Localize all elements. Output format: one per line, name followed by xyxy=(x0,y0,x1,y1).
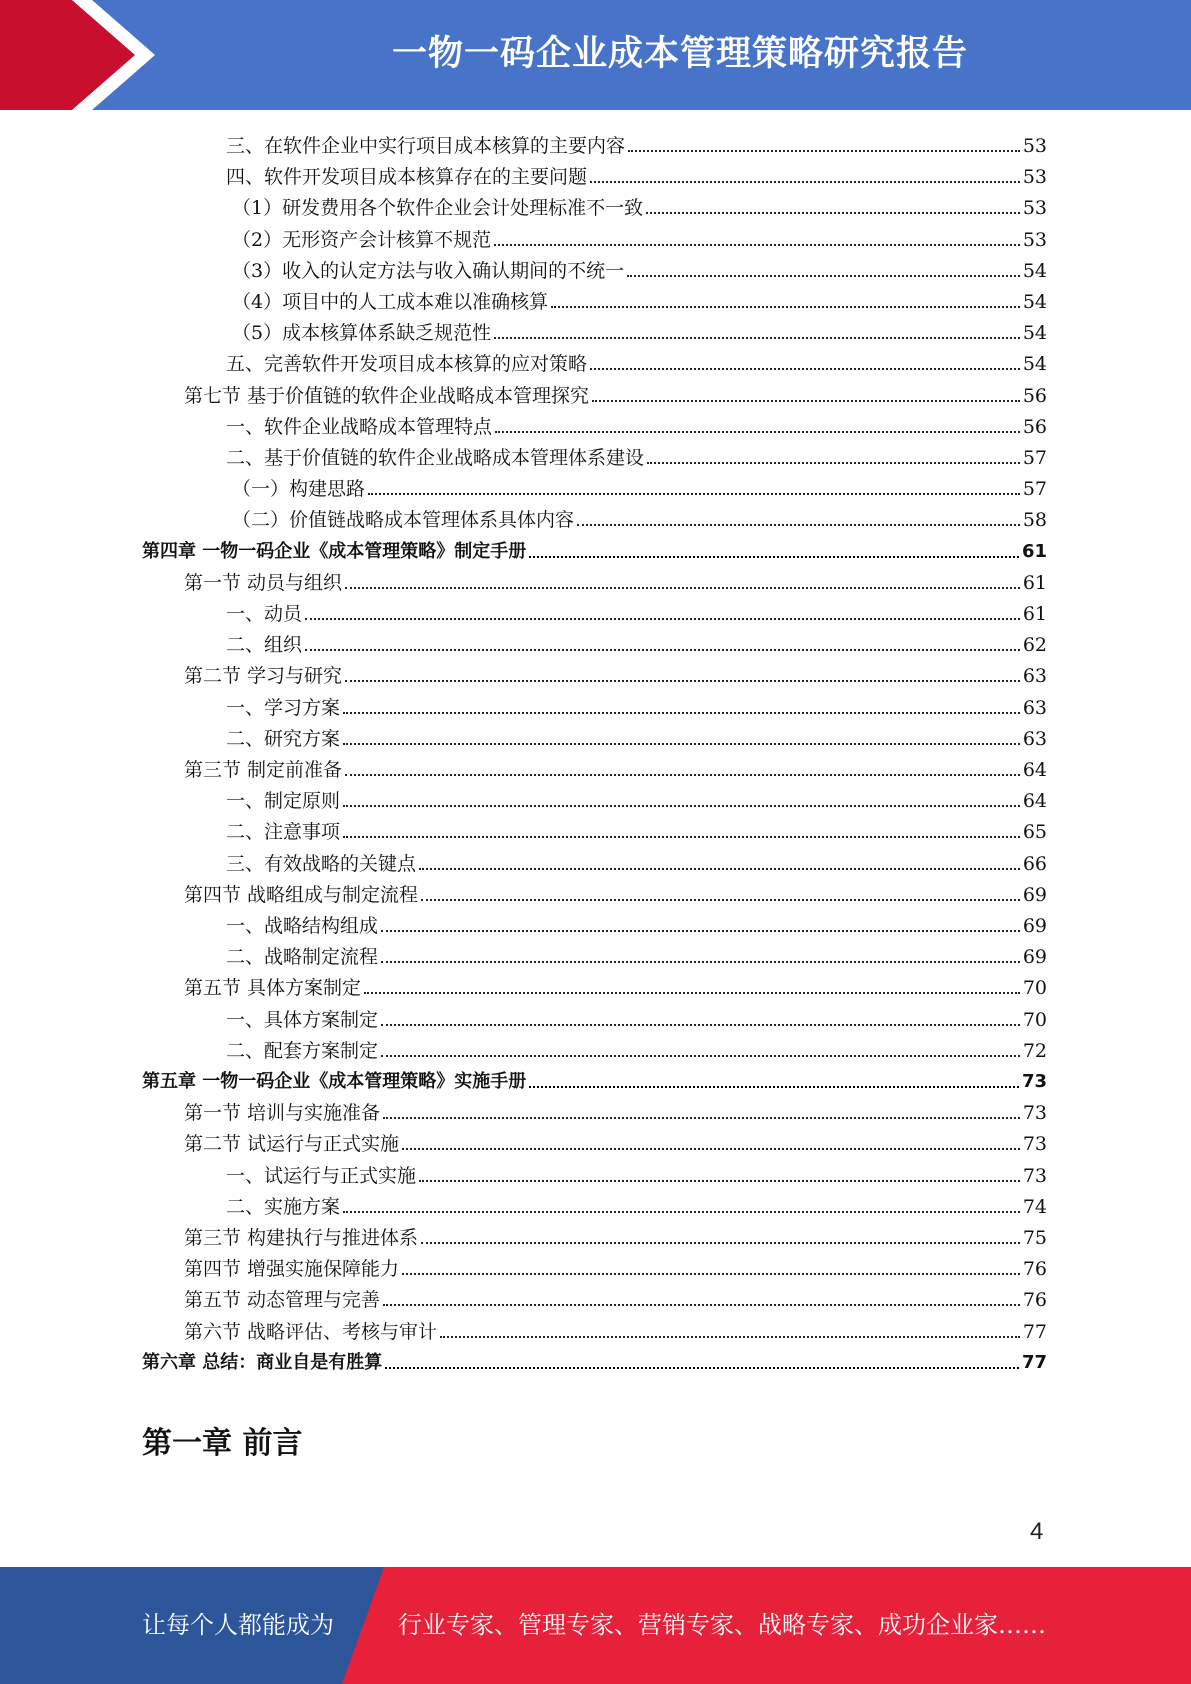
toc-entry-page: 54 xyxy=(1022,259,1047,282)
toc-entry-page: 53 xyxy=(1022,135,1047,157)
toc-chapter-entry[interactable] xyxy=(142,1063,1047,1094)
toc-entry-title: 第四节 战略组成与制定流程 xyxy=(184,883,419,906)
toc-entry-page: 73 xyxy=(1022,1164,1047,1187)
toc-entry-title: 二、战略制定流程 xyxy=(226,946,379,969)
toc-entry-title: 四、软件开发项目成本核算存在的主要问题 xyxy=(226,166,588,189)
toc-dot-leader xyxy=(343,712,1020,714)
toc-entry-title: （2）无形资产会计核算不规范 xyxy=(232,228,492,251)
toc-section-entry[interactable] xyxy=(184,1313,1047,1344)
toc-entry-page: 66 xyxy=(1022,852,1047,875)
toc-section-entry[interactable] xyxy=(184,876,1047,907)
toc-section-entry[interactable] xyxy=(184,564,1047,595)
toc-subsection-entry[interactable] xyxy=(232,501,1047,532)
toc-entry-page: 77 xyxy=(1021,1351,1047,1373)
toc-section-entry[interactable] xyxy=(184,1125,1047,1156)
toc-dot-leader xyxy=(345,587,1020,589)
toc-entry-page: 54 xyxy=(1022,353,1047,376)
footer-slogan-left: 让每个人都能成为 xyxy=(142,1611,334,1639)
toc-dot-leader xyxy=(592,400,1020,402)
toc-entry-title: 第三节 制定前准备 xyxy=(184,759,343,781)
toc-entry-title: （1）研发费用各个软件企业会计处理标准不一致 xyxy=(232,197,644,220)
toc-entry-title: 一、战略结构组成 xyxy=(226,915,379,937)
toc-section-entry[interactable] xyxy=(184,751,1047,782)
toc-dot-leader xyxy=(494,337,1020,339)
toc-dot-leader xyxy=(343,743,1020,745)
toc-entry-title: 第一节 培训与实施准备 xyxy=(184,1102,381,1125)
toc-dot-leader xyxy=(381,961,1020,963)
toc-subsection-entry[interactable] xyxy=(226,813,1047,844)
toc-section-entry[interactable] xyxy=(184,1219,1047,1250)
toc-entry-page: 74 xyxy=(1022,1195,1047,1218)
toc-dot-leader xyxy=(345,680,1020,682)
toc-entry-page: 63 xyxy=(1022,727,1047,750)
toc-chapter-entry[interactable] xyxy=(142,533,1047,564)
toc-entry-page: 76 xyxy=(1022,1258,1047,1281)
toc-subsection-entry[interactable] xyxy=(226,907,1047,938)
toc-entry-page: 70 xyxy=(1022,977,1047,1000)
page-number: 4 xyxy=(1030,1518,1044,1545)
toc-section-entry[interactable] xyxy=(184,1250,1047,1281)
toc-subsection-entry[interactable] xyxy=(226,1188,1047,1219)
toc-subsection-entry[interactable] xyxy=(226,782,1047,813)
toc-dot-leader xyxy=(551,306,1020,308)
toc-entry-page: 58 xyxy=(1022,509,1047,532)
chapter-heading: 第一章 前言 xyxy=(142,1426,303,1461)
toc-entry-page: 53 xyxy=(1022,166,1047,189)
toc-entry-page: 64 xyxy=(1022,759,1047,781)
toc-entry-page: 69 xyxy=(1022,915,1047,937)
toc-section-entry[interactable] xyxy=(184,1281,1047,1312)
toc-entry-title: 第二节 学习与研究 xyxy=(184,665,343,688)
toc-entry-title: 一、动员 xyxy=(226,603,303,625)
toc-subsection-entry[interactable] xyxy=(232,283,1047,314)
toc-dot-leader xyxy=(364,992,1020,994)
toc-entry-page: 61 xyxy=(1022,571,1047,594)
toc-dot-leader xyxy=(529,1086,1019,1088)
toc-dot-leader xyxy=(529,556,1019,558)
toc-entry-title: 第七节 基于价值链的软件企业战略成本管理探究 xyxy=(184,384,590,407)
toc-dot-leader xyxy=(577,524,1020,526)
toc-entry-page: 75 xyxy=(1022,1227,1047,1249)
toc-entry-title: 第六章 总结：商业自是有胜算 xyxy=(142,1351,383,1373)
toc-entry-title: 三、在软件企业中实行项目成本核算的主要内容 xyxy=(226,135,626,157)
toc-entry-title: 第五章 一物一码企业《成本管理策略》实施手册 xyxy=(142,1071,527,1092)
toc-subsection-entry[interactable] xyxy=(232,252,1047,283)
toc-dot-leader xyxy=(368,493,1020,495)
document-title: 一物一码企业成本管理策略研究报告 xyxy=(391,34,968,74)
toc-subsection-entry[interactable] xyxy=(226,689,1047,720)
toc-entry-title: 二、组织 xyxy=(226,634,303,657)
toc-entry-page: 73 xyxy=(1021,1071,1047,1092)
toc-dot-leader xyxy=(345,774,1020,776)
toc-entry-title: （一）构建思路 xyxy=(232,478,366,501)
toc-subsection-entry[interactable] xyxy=(232,189,1047,220)
toc-dot-leader xyxy=(590,181,1020,183)
toc-entry-title: 一、制定原则 xyxy=(226,790,341,813)
toc-subsection-entry[interactable] xyxy=(232,221,1047,252)
toc-entry-title: 二、研究方案 xyxy=(226,727,341,750)
toc-subsection-entry[interactable] xyxy=(232,314,1047,345)
toc-entry-title: 第二节 试运行与正式实施 xyxy=(184,1133,400,1156)
footer-banner xyxy=(0,1567,1191,1684)
toc-entry-page: 53 xyxy=(1022,228,1047,251)
toc-entry-page: 72 xyxy=(1022,1039,1047,1062)
toc-subsection-entry[interactable] xyxy=(226,720,1047,751)
toc-section-entry[interactable] xyxy=(184,377,1047,408)
toc-entry-page: 69 xyxy=(1022,883,1047,906)
toc-entry-title: 一、软件企业战略成本管理特点 xyxy=(226,415,493,438)
toc-entry-page: 57 xyxy=(1022,447,1047,469)
toc-entry-title: （5）成本核算体系缺乏规范性 xyxy=(232,322,492,345)
toc-dot-leader xyxy=(343,1211,1020,1213)
toc-entry-page: 70 xyxy=(1022,1008,1047,1031)
toc-subsection-entry[interactable] xyxy=(226,345,1047,376)
toc-entry-title: （3）收入的认定方法与收入确认期间的不统一 xyxy=(232,259,625,282)
toc-entry-title: 第一节 动员与组织 xyxy=(184,571,343,594)
toc-dot-leader xyxy=(381,930,1020,932)
toc-entry-page: 61 xyxy=(1021,540,1047,562)
toc-section-entry[interactable] xyxy=(184,969,1047,1000)
toc-dot-leader xyxy=(343,836,1020,838)
toc-entry-title: （二）价值链战略成本管理体系具体内容 xyxy=(232,509,575,532)
toc-dot-leader xyxy=(646,212,1020,214)
toc-entry-page: 56 xyxy=(1022,415,1047,438)
toc-dot-leader xyxy=(402,1148,1020,1150)
toc-section-entry[interactable] xyxy=(184,1094,1047,1125)
toc-dot-leader xyxy=(343,805,1020,807)
toc-entry-page: 54 xyxy=(1022,291,1047,313)
toc-entry-title: 第四章 一物一码企业《成本管理策略》制定手册 xyxy=(142,540,527,562)
toc-chapter-entry[interactable] xyxy=(142,1344,1047,1375)
toc-dot-leader xyxy=(647,462,1020,464)
toc-entry-title: 第五节 具体方案制定 xyxy=(184,977,362,1000)
toc-dot-leader xyxy=(381,1024,1020,1026)
toc-dot-leader xyxy=(385,1367,1019,1369)
toc-entry-title: 第六节 战略评估、考核与审计 xyxy=(184,1320,438,1343)
toc-entry-title: 第三节 构建执行与推进体系 xyxy=(184,1227,419,1249)
toc-dot-leader xyxy=(495,431,1020,433)
toc-dot-leader xyxy=(628,150,1020,152)
toc-entry-title: 二、注意事项 xyxy=(226,821,341,844)
header-banner xyxy=(0,0,1191,110)
toc-subsection-entry[interactable] xyxy=(232,470,1047,501)
toc-entry-page: 63 xyxy=(1022,665,1047,688)
toc-dot-leader xyxy=(421,899,1020,901)
toc-section-entry[interactable] xyxy=(184,657,1047,688)
toc-dot-leader xyxy=(383,1304,1020,1306)
toc-entry-page: 64 xyxy=(1022,790,1047,813)
toc-entry-title: 五、完善软件开发项目成本核算的应对策略 xyxy=(226,353,588,376)
toc-dot-leader xyxy=(419,868,1020,870)
toc-entry-title: 二、基于价值链的软件企业战略成本管理体系建设 xyxy=(226,447,645,469)
toc-entry-page: 73 xyxy=(1022,1133,1047,1156)
toc-subsection-entry[interactable] xyxy=(226,408,1047,439)
toc-entry-page: 63 xyxy=(1022,696,1047,719)
toc-subsection-entry[interactable] xyxy=(226,938,1047,969)
toc-dot-leader xyxy=(590,368,1020,370)
toc-entry-title: 一、具体方案制定 xyxy=(226,1008,379,1031)
toc-subsection-entry[interactable] xyxy=(226,158,1047,189)
toc-subsection-entry[interactable] xyxy=(226,845,1047,876)
toc-dot-leader xyxy=(421,1242,1020,1244)
toc-subsection-entry[interactable] xyxy=(226,439,1047,470)
toc-subsection-entry[interactable] xyxy=(226,127,1047,158)
toc-subsection-entry[interactable] xyxy=(226,1032,1047,1063)
toc-dot-leader xyxy=(419,1180,1020,1182)
toc-entry-page: 76 xyxy=(1022,1289,1047,1312)
toc-subsection-entry[interactable] xyxy=(226,1157,1047,1188)
toc-entry-title: （4）项目中的人工成本难以准确核算 xyxy=(232,291,549,313)
toc-entry-page: 53 xyxy=(1022,197,1047,220)
toc-dot-leader xyxy=(627,275,1020,277)
toc-entry-title: 一、学习方案 xyxy=(226,696,341,719)
toc-subsection-entry[interactable] xyxy=(226,595,1047,626)
toc-dot-leader xyxy=(440,1336,1020,1338)
toc-entry-page: 56 xyxy=(1022,384,1047,407)
toc-subsection-entry[interactable] xyxy=(226,626,1047,657)
toc-entry-page: 77 xyxy=(1022,1320,1047,1343)
toc-dot-leader xyxy=(305,649,1020,651)
toc-entry-page: 65 xyxy=(1022,821,1047,844)
toc-entry-title: 第四节 增强实施保障能力 xyxy=(184,1258,400,1281)
toc-entry-page: 69 xyxy=(1022,946,1047,969)
footer-slogan-right: 行业专家、管理专家、营销专家、战略专家、成功企业家…… xyxy=(398,1611,1046,1639)
toc-dot-leader xyxy=(381,1055,1020,1057)
toc-entry-title: 一、试运行与正式实施 xyxy=(226,1164,417,1187)
toc-dot-leader xyxy=(383,1117,1020,1119)
toc-entry-page: 54 xyxy=(1022,322,1047,345)
toc-entry-title: 二、实施方案 xyxy=(226,1195,341,1218)
toc-entry-title: 第五节 动态管理与完善 xyxy=(184,1289,381,1312)
toc-entry-page: 61 xyxy=(1022,603,1047,625)
toc-dot-leader xyxy=(402,1273,1020,1275)
toc-subsection-entry[interactable] xyxy=(226,1001,1047,1032)
toc-entry-title: 三、有效战略的关键点 xyxy=(226,852,417,875)
toc-entry-page: 57 xyxy=(1022,478,1047,501)
toc-entry-page: 62 xyxy=(1022,634,1047,657)
toc-entry-title: 二、配套方案制定 xyxy=(226,1039,379,1062)
toc-dot-leader xyxy=(494,244,1020,246)
toc-entry-page: 73 xyxy=(1022,1102,1047,1125)
toc-dot-leader xyxy=(305,618,1020,620)
